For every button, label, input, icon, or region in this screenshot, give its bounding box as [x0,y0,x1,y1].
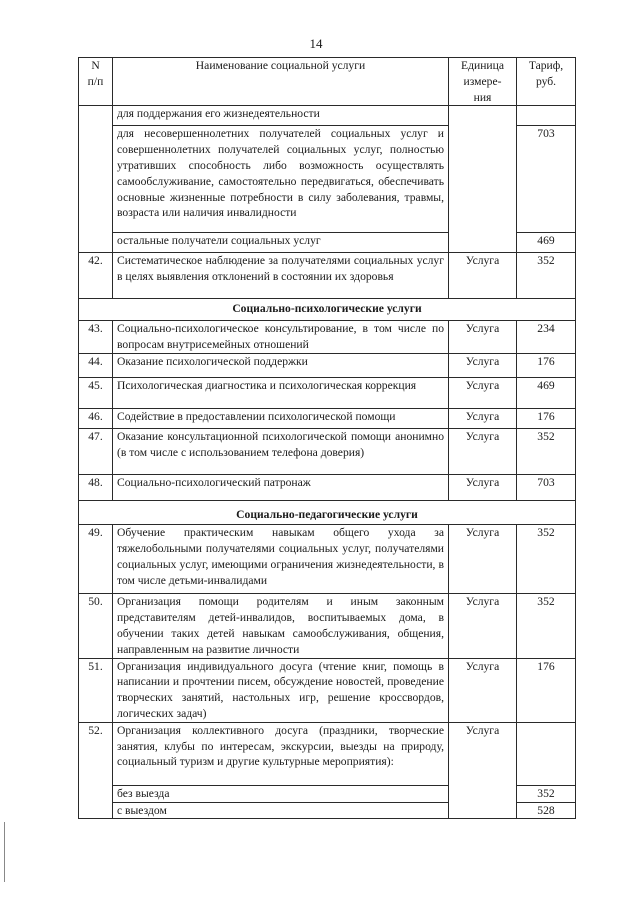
section-heading-psych: Социально-психологические услуги [79,299,576,321]
cell-price: 352 [517,525,576,594]
cell-no: 45. [79,378,113,409]
cell-price [517,106,576,126]
cell-name: Организация коллективного досуга (праздники, творческие занятия, клубы по интересам, экскурсии, выезды на природу, социальный туризм и другие культурные мероприятия): [113,722,449,785]
scan-artifact [4,822,5,882]
cell-price: 176 [517,409,576,429]
cell-unit: Услуга [449,475,517,501]
tariff-table [78,57,576,819]
cell-price [517,722,576,785]
cell-no: 49. [79,525,113,594]
cell-no: 44. [79,354,113,378]
cell-price: 176 [517,354,576,378]
cell-price: 234 [517,321,576,354]
section-row [79,501,576,525]
cell-unit: Услуга [449,594,517,658]
cell-price: 703 [517,475,576,501]
table-row [79,525,576,594]
cell-name: Обучение практическим навыкам общего ухода за тяжелобольными получателями социальных услуг, получателями социальных услуг, имеющими ограничения жизнедеятельности, в том числе детьми-инвалидами [113,525,449,594]
cell-name: для поддержания его жизнедеятельности [113,106,449,126]
cell-name: для несовершеннолетних получателей социальных услуг и совершеннолетних получателей социальных услуг, полностью утративших способность либо возможность осуществлять самообслуживание, самостоятельно передвигаться, обеспечивать основные жизненные потребности в силу заболевания, травмы, возраста или наличия инвалидности [113,126,449,233]
cell-name: Оказание консультационной психологической помощи анонимно (в том числе с использованием телефона доверия) [113,429,449,475]
cell-unit: Услуга [449,525,517,594]
cell-unit: Услуга [449,253,517,299]
cell-price: 528 [517,802,576,819]
table-row [79,409,576,429]
cell-name: Содействие в предоставлении психологической помощи [113,409,449,429]
table-header-row [79,58,576,106]
cell-no: 42. [79,253,113,299]
cell-unit: Услуга [449,409,517,429]
cell-name: остальные получатели социальных услуг [113,233,449,253]
cell-name: Социально-психологический патронаж [113,475,449,501]
cell-unit: Услуга [449,321,517,354]
table-row [79,594,576,658]
section-heading-ped: Социально-педагогические услуги [79,501,576,525]
cell-price: 352 [517,594,576,658]
header-tariff: Тариф, руб. [517,58,576,106]
cell-price: 176 [517,658,576,722]
cell-name: Социально-психологическое консультирование, в том числе по вопросам внутрисемейных отношений [113,321,449,354]
cell-no: 48. [79,475,113,501]
table-row [79,378,576,409]
section-row [79,299,576,321]
page-number: 14 [309,36,323,51]
cell-unit: Услуга [449,722,517,819]
cell-unit [449,106,517,253]
table-row [79,429,576,475]
header-unit: Единица измере- ния [449,58,517,106]
cell-price: 352 [517,785,576,802]
table-row [79,321,576,354]
table-row [79,106,576,126]
cell-unit: Услуга [449,354,517,378]
cell-no: 50. [79,594,113,658]
cell-name: Оказание психологической поддержки [113,354,449,378]
cell-name: Психологическая диагностика и психологическая коррекция [113,378,449,409]
cell-name: Организация индивидуального досуга (чтение книг, помощь в написании и прочтении писем, обсуждение новостей, проведение творческих занятий, настольных игр, решение кроссвордов, логических задач) [113,658,449,722]
table-row [79,354,576,378]
cell-name: Организация помощи родителям и иным законным представителям детей-инвалидов, воспитываемых дома, в обучении таких детей навыкам самообслуживания, общения, направленным на развитие личности [113,594,449,658]
cell-name: без выезда [113,785,449,802]
header-name: Наименование социальной услуги [113,58,449,106]
table-row [79,722,576,785]
cell-name: с выездом [113,802,449,819]
cell-no [79,106,113,253]
cell-price: 352 [517,253,576,299]
cell-unit: Услуга [449,378,517,409]
cell-unit: Услуга [449,429,517,475]
cell-name: Систематическое наблюдение за получателями социальных услуг в целях выявления отклонений в состоянии их здоровья [113,253,449,299]
header-no: N п/п [79,58,113,106]
cell-price: 469 [517,233,576,253]
cell-no: 43. [79,321,113,354]
cell-no: 51. [79,658,113,722]
cell-no: 47. [79,429,113,475]
table-row [79,253,576,299]
cell-price: 703 [517,126,576,233]
table-row [79,658,576,722]
table-row [79,475,576,501]
cell-no: 46. [79,409,113,429]
cell-unit: Услуга [449,658,517,722]
cell-price: 352 [517,429,576,475]
cell-price: 469 [517,378,576,409]
cell-no: 52. [79,722,113,819]
